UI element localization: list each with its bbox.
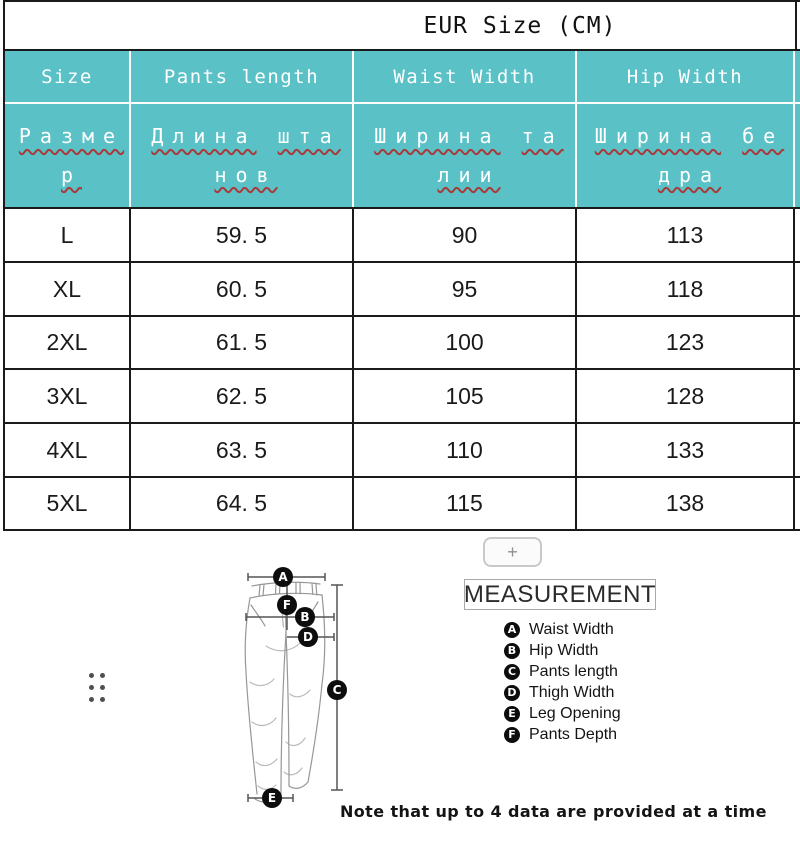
cell-hip-width: 113 [577,209,795,261]
table-edge-sliver [795,478,800,529]
col-header-waist-width: Waist Width [354,51,577,102]
table-row [5,424,800,478]
legend-badge-f: F [504,727,520,743]
badge-d-label: D [303,630,313,645]
badge-e-label: E [267,791,277,806]
legend-item [504,619,621,640]
legend-label: Pants Depth [529,725,618,743]
col-header-size: Size [5,51,131,102]
cell-hip-width: 123 [577,317,795,368]
cell-waist-width: 100 [354,317,577,368]
drag-dot [100,697,105,702]
cell-waist-width: 115 [354,478,577,529]
col-header-pants-length-ru: Длина шта нов [131,104,354,207]
table-row [5,209,800,263]
cell-size: XL [5,263,131,315]
badge-f-label: F [282,598,292,613]
badge-a-label: A [278,570,288,585]
expand-button[interactable] [483,537,542,567]
legend-label: Waist Width [529,620,614,638]
legend-label: Hip Width [529,641,599,659]
legend-item [504,724,621,745]
cell-hip-width: 118 [577,263,795,315]
legend-item [504,703,621,724]
cell-waist-width: 110 [354,424,577,476]
table-edge-sliver [795,209,800,261]
cell-size: 3XL [5,370,131,422]
header-row-english [5,51,800,104]
col-header-hip-width-ru: Ширина бе дра [577,104,795,207]
drag-dot [100,673,105,678]
col-header-size-ru: Разме р [5,104,131,207]
diagram-badges [262,567,347,808]
table-row [5,478,800,531]
table-edge-sliver [795,370,800,422]
col-header-hip-width: Hip Width [577,51,795,102]
legend-label: Leg Opening [529,704,621,722]
cell-hip-width: 138 [577,478,795,529]
cell-pants-length: 63. 5 [131,424,354,476]
table-edge-sliver [795,2,800,49]
cell-pants-length: 59. 5 [131,209,354,261]
drag-dot [89,673,94,678]
size-table [3,0,800,531]
table-row [5,317,800,370]
cell-size: 2XL [5,317,131,368]
table-edge-sliver [795,424,800,476]
note-text: Note that up to 4 data are provided at a time [340,802,767,821]
measurement-legend [504,619,621,745]
drag-handle[interactable] [89,673,106,705]
table-edge-sliver [795,263,800,315]
legend-item [504,661,621,682]
cell-size: L [5,209,131,261]
legend-item [504,682,621,703]
table-title-row [5,2,800,51]
legend-badge-e: E [504,706,520,722]
cell-waist-width: 95 [354,263,577,315]
cell-waist-width: 105 [354,370,577,422]
legend-label: Pants length [529,662,618,680]
badge-c-label: C [332,683,342,698]
cell-pants-length: 61. 5 [131,317,354,368]
cell-hip-width: 128 [577,370,795,422]
plus-icon: + [507,542,518,562]
drag-dot [100,685,105,690]
badge-b-label: B [300,610,310,625]
cell-pants-length: 60. 5 [131,263,354,315]
legend-item [504,640,621,661]
cell-pants-length: 62. 5 [131,370,354,422]
table-row [5,263,800,317]
table-edge-sliver [795,51,800,102]
table-edge-sliver [795,317,800,368]
legend-badge-a: A [504,622,520,638]
pants-measurement-diagram [238,560,358,815]
legend-badge-b: B [504,643,520,659]
cell-hip-width: 133 [577,424,795,476]
table-edge-sliver [795,104,800,207]
drag-dot [89,685,94,690]
legend-badge-d: D [504,685,520,701]
table-row [5,370,800,424]
legend-badge-c: C [504,664,520,680]
cell-pants-length: 64. 5 [131,478,354,529]
measurement-legend-title: MEASUREMENT [464,579,656,610]
table-title: EUR Size (CM) [423,12,617,39]
cell-size: 4XL [5,424,131,476]
legend-label: Thigh Width [529,683,615,701]
drag-dot [89,697,94,702]
col-header-pants-length: Pants length [131,51,354,102]
cell-waist-width: 90 [354,209,577,261]
col-header-waist-width-ru: Ширина та лии [354,104,577,207]
header-row-russian [5,104,800,209]
cell-size: 5XL [5,478,131,529]
